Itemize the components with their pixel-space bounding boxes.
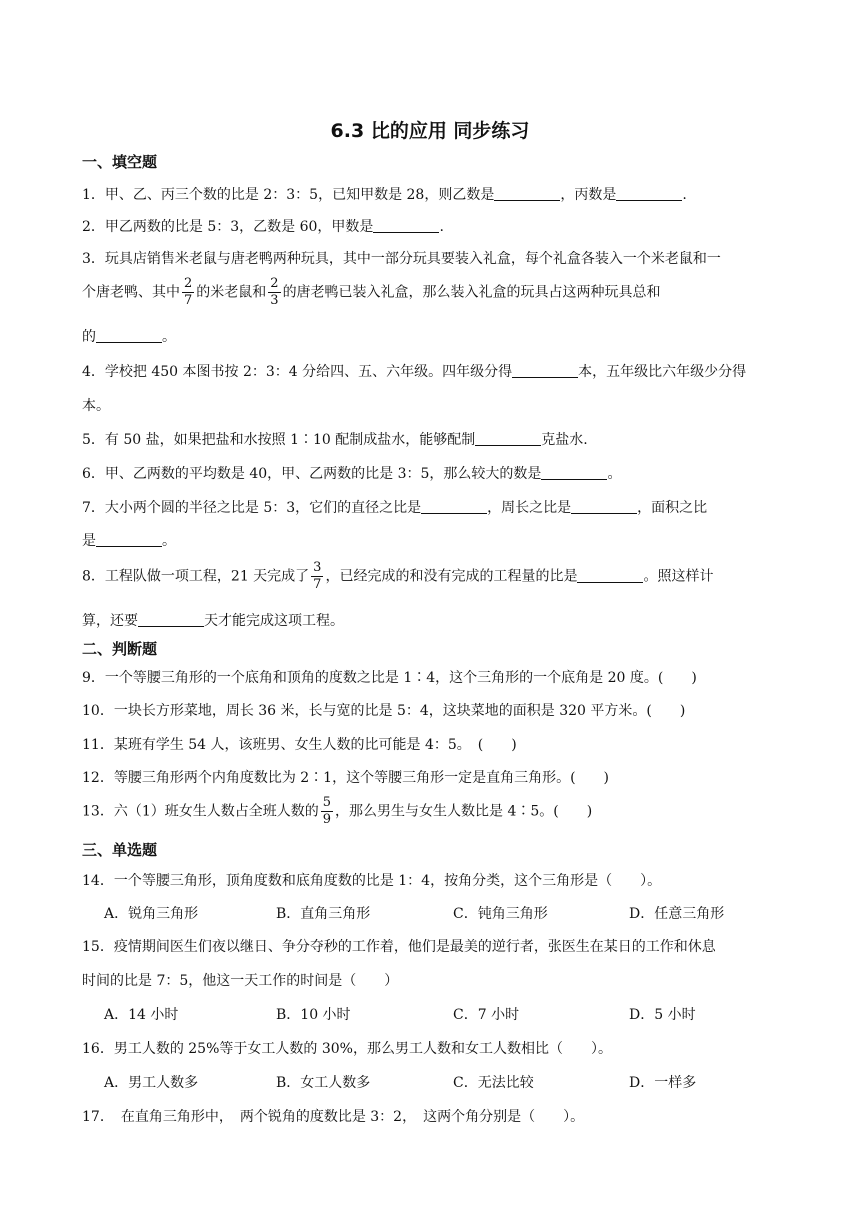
page-title: 6.3 比的应用 同步练习: [330, 120, 530, 142]
answer-blank[interactable]: [475, 431, 541, 446]
answer-blank[interactable]: [421, 499, 487, 514]
question-8-line-2: 算，还要 天才能完成这项工程。: [82, 613, 344, 629]
option-c[interactable]: C．无法比较: [453, 1075, 534, 1091]
option-d[interactable]: D．5 小时: [629, 1007, 696, 1023]
question-17: 17． 在直角三角形中， 两个锐角的度数比是 3：2， 这两个角分别是（ ）。: [82, 1109, 585, 1125]
question-15-line-2: 时间的比是 7：5，他这一天工作的时间是（ ）: [82, 973, 399, 989]
option-c[interactable]: C．7 小时: [453, 1007, 520, 1023]
option-a[interactable]: A．男工人数多: [104, 1075, 199, 1091]
option-b[interactable]: B．直角三角形: [276, 906, 371, 922]
question-2: 2．甲乙两数的比是 5：3，乙数是 60，甲数是 .: [82, 219, 444, 235]
question-9: 9．一个等腰三角形的一个底角和顶角的度数之比是 1∶4，这个三角形的一个底角是 20 度。( ): [82, 670, 697, 686]
question-14: 14．一个等腰三角形，顶角度数和底角度数的比是 1：4，按角分类，这个三角形是（ ）。: [82, 873, 662, 889]
answer-blank[interactable]: [96, 532, 162, 547]
option-d[interactable]: D．任意三角形: [629, 906, 725, 922]
fraction: $\frac{5}{9}$: [322, 795, 332, 827]
fraction: $\frac{3}{7}$: [313, 560, 322, 592]
answer-blank[interactable]: [512, 363, 578, 378]
question-13: 13．六（1）班女生人数占全班人数的 $\frac{5}{9}$ ，那么男生与女生人数比是 4∶5。( ): [82, 795, 593, 827]
option-a[interactable]: A．14 小时: [104, 1007, 179, 1023]
option-b[interactable]: B．女工人数多: [276, 1075, 371, 1091]
answer-blank[interactable]: [373, 218, 439, 233]
question-8: 8．工程队做一项工程，21 天完成了 $\frac{3}{7}$ ，已经完成的和没有完成的工程量的比是 。照这样计: [82, 560, 714, 592]
question-7-line-2: 是 。: [82, 533, 176, 549]
question-10: 10．一块长方形菜地，周长 36 米，长与宽的比是 5：4，这块菜地的面积是 320 平方米。( ): [82, 703, 686, 719]
answer-blank[interactable]: [138, 612, 204, 627]
answer-blank[interactable]: [541, 465, 607, 480]
question-15-line-1: 15．疫情期间医生们夜以继日、争分夺秒的工作着，他们是最美的逆行者，张医生在某日的工作和休息: [82, 939, 716, 955]
question-6: 6．甲、乙两数的平均数是 40，甲、乙两数的比是 3：5，那么较大的数是 。: [82, 466, 622, 482]
option-a[interactable]: A．锐角三角形: [104, 906, 199, 922]
fraction: $\frac{2}{7}$: [184, 276, 193, 308]
question-3-line-1: 3．玩具店销售米老鼠与唐老鸭两种玩具，其中一部分玩具要装入礼盒，每个礼盒各装入一个米老鼠和一: [82, 251, 721, 267]
answer-blank[interactable]: [616, 186, 682, 201]
section-heading-choice: 三、单选题: [82, 841, 158, 859]
section-heading-fill: 一、填空题: [82, 153, 158, 171]
option-d[interactable]: D．一样多: [629, 1075, 697, 1091]
question-12: 12．等腰三角形两个内角度数比为 2∶1，这个等腰三角形一定是直角三角形。( ): [82, 770, 610, 786]
fraction: $\frac{2}{3}$: [270, 276, 279, 308]
option-c[interactable]: C．钝角三角形: [453, 906, 548, 922]
answer-blank[interactable]: [577, 568, 643, 583]
question-3-line-2: 个唐老鸭、其中 $\frac{2}{7}$ 的米老鼠和 $\frac{2}{3}$ 的唐老鸭已装入礼盒，那么装入礼盒的玩具占这两种玩具总和: [82, 276, 661, 308]
section-heading-judge: 二、判断题: [82, 640, 158, 658]
question-4: 4．学校把 450 本图书按 2：3：4 分给四、五、六年级。四年级分得 本，五年级比六年级少分得: [82, 364, 747, 380]
question-3-line-3: 的 。: [82, 329, 176, 345]
question-5: 5．有 50 盐，如果把盐和水按照 1∶10 配制成盐水，能够配制 克盐水.: [82, 432, 588, 448]
question-16: 16．男工人数的 25%等于女工人数的 30%，那么男工人数和女工人数相比（ ）。: [82, 1041, 612, 1057]
answer-blank[interactable]: [571, 499, 637, 514]
question-11: 11．某班有学生 54 人，该班男、女生人数的比可能是 4：5。 ( ): [82, 737, 517, 753]
option-b[interactable]: B．10 小时: [276, 1007, 351, 1023]
answer-blank[interactable]: [96, 328, 162, 343]
question-1: 1．甲、乙、丙三个数的比是 2：3：5，已知甲数是 28，则乙数是 ，丙数是 .: [82, 187, 687, 203]
question-7: 7．大小两个圆的半径之比是 5：3，它们的直径之比是 ，周长之比是 ，面积之比: [82, 500, 708, 516]
question-4-line-2: 本。: [82, 398, 110, 414]
answer-blank[interactable]: [494, 186, 560, 201]
